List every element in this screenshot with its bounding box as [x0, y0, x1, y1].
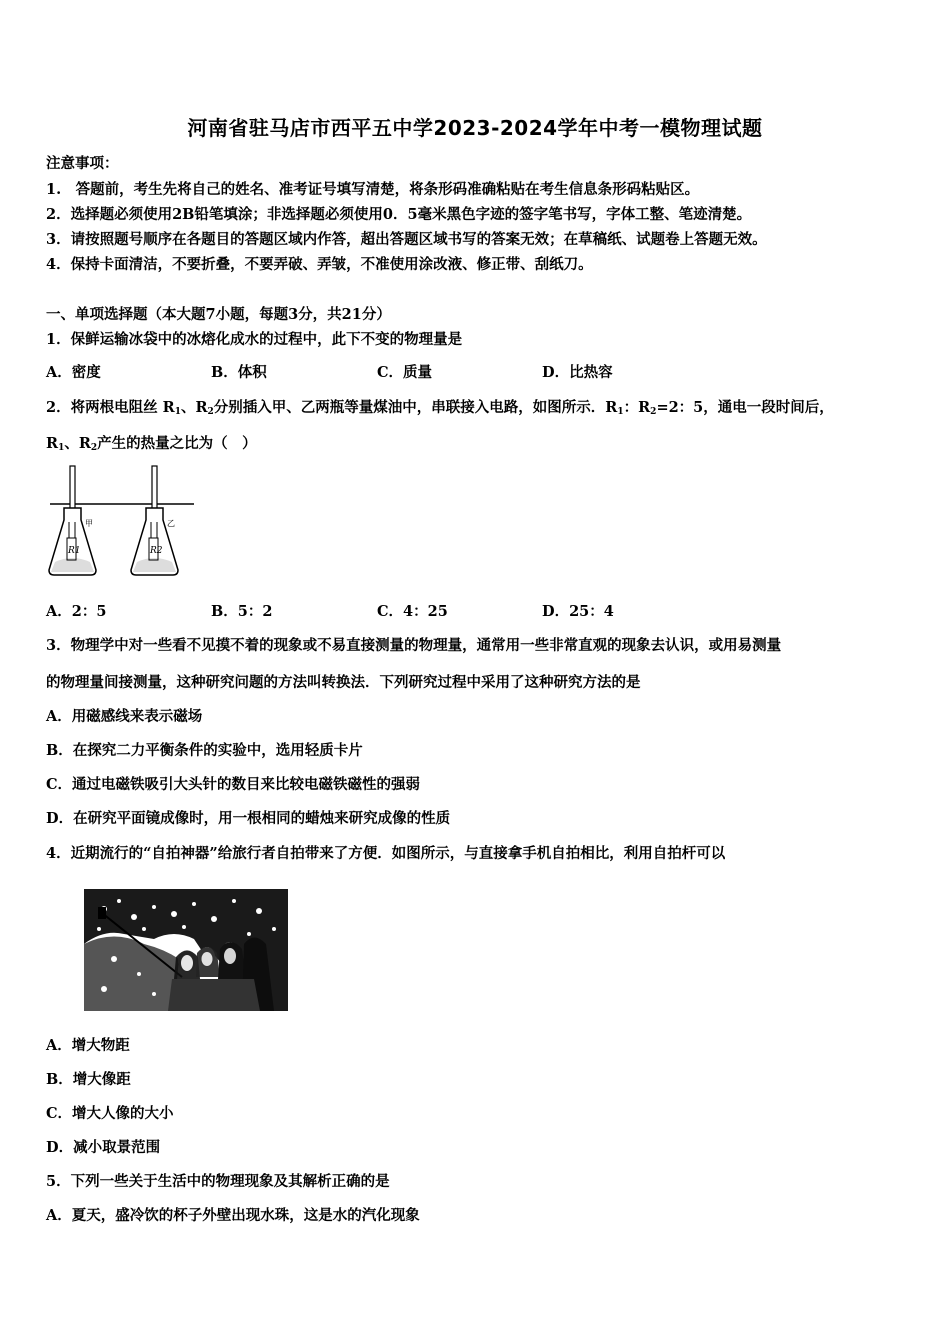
q2-sub: 1	[58, 443, 65, 453]
q2-sub: 2	[90, 443, 98, 453]
q2-option-c: C．4：25	[377, 603, 448, 620]
notice-item-1: 1. 答题前，考生先将自己的姓名、准考证号填写清楚，将条形码准确粘贴在考生信息条形码粘贴区。	[46, 181, 700, 198]
notice-item-4: 4．保持卡面清洁，不要折叠，不要弄破、弄皱，不准使用涂改液、修正带、刮纸刀。	[46, 256, 593, 273]
q3-stem-line2: 的物理量间接测量，这种研究问题的方法叫转换法．下列研究过程中采用了这种研究方法的是	[46, 674, 641, 691]
q4-option-c: C．增大人像的大小	[46, 1105, 174, 1122]
fig-label-r1: R1	[68, 546, 81, 556]
fig-label-r2: R2	[150, 546, 163, 556]
flask-yi	[131, 466, 178, 575]
notice-item-2: 2．选择题必须使用2B铅笔填涂；非选择题必须使用0．5毫米黑色字迹的签字笔书写，字体工整、笔迹清楚。	[46, 206, 752, 223]
q1-option-b: B．体积	[211, 364, 267, 381]
q2-stem-part: 分别插入甲、乙两瓶等量煤油中，串联接入电路，如图所示．R	[213, 399, 618, 416]
fig-label-yi: 乙	[167, 519, 175, 528]
q2-stem-part: ：R	[623, 399, 651, 416]
q2-stem-line2	[46, 432, 257, 453]
q2-stem-part: 、R	[64, 435, 91, 452]
q2-stem-part: =2：5，通电一段时间后，	[656, 399, 834, 416]
flask-jia	[49, 466, 96, 575]
q5-stem: 5．下列一些关于生活中的物理现象及其解析正确的是	[46, 1173, 390, 1190]
q3-option-a: A．用磁感线来表示磁场	[46, 708, 203, 725]
q1-option-d: D．比热容	[542, 364, 613, 381]
q2-stem-part: 、R	[180, 399, 208, 416]
q4-option-b: B．增大像距	[46, 1071, 131, 1088]
notice-heading: 注意事项：	[46, 155, 119, 172]
q4-option-a: A．增大物距	[46, 1037, 130, 1054]
fig-label-jia: 甲	[85, 519, 93, 528]
q2-sub: 2	[207, 407, 214, 417]
q2-figure-flasks	[48, 462, 196, 580]
q3-option-d: D．在研究平面镜成像时，用一根相同的蜡烛来研究成像的性质	[46, 810, 451, 827]
q4-selfie-photo	[84, 889, 288, 1011]
q1-option-a: A．密度	[46, 364, 101, 381]
q2-stem-part: R	[46, 435, 59, 452]
q2-option-b: B．5：2	[211, 603, 273, 620]
notice-item-3: 3．请按照题号顺序在各题目的答题区域内作答，超出答题区域书写的答案无效；在草稿纸、试题卷上答题无效。	[46, 231, 767, 248]
q2-option-d: D．25：4	[542, 603, 614, 620]
q1-option-c: C．质量	[377, 364, 433, 381]
q4-option-d: D．减小取景范围	[46, 1139, 161, 1156]
q2-option-a: A．2：5	[46, 603, 107, 620]
q2-sub: 2	[650, 407, 657, 417]
q3-stem-line1: 3．物理学中对一些看不见摸不着的现象或不易直接测量的物理量，通常用一些非常直观的现象去认识，或用易测量	[46, 637, 782, 654]
section-heading: 一、单项选择题（本大题7小题，每题3分，共21分）	[46, 306, 391, 323]
q3-option-b: B．在探究二力平衡条件的实验中，选用轻质卡片	[46, 742, 363, 759]
q3-option-c: C．通过电磁铁吸引大头针的数目来比较电磁铁磁性的强弱	[46, 776, 421, 793]
q5-option-a: A．夏天，盛冷饮的杯子外壁出现水珠，这是水的汽化现象	[46, 1207, 420, 1224]
q1-stem: 1．保鲜运输冰袋中的冰熔化成水的过程中，此下不变的物理量是	[46, 331, 463, 348]
q2-stem	[46, 396, 834, 417]
q2-stem-part: 产生的热量之比为（ ）	[97, 435, 257, 452]
q2-sub: 1	[617, 407, 624, 417]
q2-stem-part: 2．将两根电阻丝 R	[46, 399, 175, 416]
page-title: 河南省驻马店市西平五中学2023-2024学年中考一模物理试题	[187, 116, 763, 140]
q4-stem: 4．近期流行的“自拍神器”给旅行者自拍带来了方便．如图所示，与直接拿手机自拍相比，利用自拍杆可以	[46, 845, 726, 862]
q2-sub: 1	[174, 407, 181, 417]
